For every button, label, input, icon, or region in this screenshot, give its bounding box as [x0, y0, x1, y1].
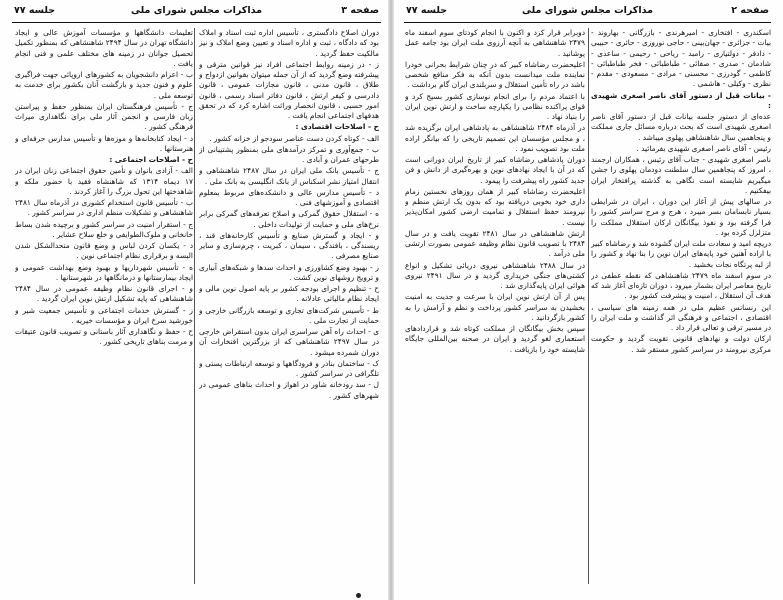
- paragraph: در آذرماه ۲۴۸۴ شاهنشاهی به پادشاهی ایران برگزیده شد ، و مجلس مؤسسان این تصمیم تاریخی را که بیانگر اراده ملت بود تصویب نمود .: [405, 123, 585, 153]
- header-rule: [12, 22, 381, 23]
- left-page-header: [14, 5, 379, 21]
- paragraph: و - ایجاد و گسترش صنایع و تأسیس کارخانه‌های قند ، ریسندگی ، بافندگی ، سیمان ، کبریت ، چرم‌سازی و سایر صنایع مصرفی .: [199, 230, 379, 261]
- paragraph: د - ایجاد کتابخانه‌ها و موزه‌ها و تأسیس مدارس حرفه‌ای و هنرستانها .: [15, 133, 193, 153]
- paragraph: رئیس - آقای ناصر اصغری شهیدی بفرمائید .: [636, 143, 771, 153]
- paragraph: تعلیمات دانشگاهها و مؤسسات آموزش عالی و ایجاد دانشگاه تهران در سال ۲۴۹۴ شاهنشاهی که بمنظور تکمیل تحصیل جوانان در زمینه های مختلف علمی و فنی انجام یافت .: [15, 28, 193, 68]
- paragraph: الف - کوتاه کردن دست عناصر سودجو از خزانه کشور .: [209, 133, 379, 143]
- paragraph: ل - سد رودخانه شاور در اهواز و احداث بناهای عمومی در شهرهای کشور .: [199, 380, 379, 400]
- paragraph: ارکان دولت و نهادهای قانونی تقویت گردید و حکومت مرکزی نیرومند در سراسر کشور مستقر شد .: [591, 334, 771, 354]
- paragraph: سپس بخش بیگانگان از مملکت کوتاه شد و قراردادهای استعماری لغو گردید و ایران در صحنه بین‌المللی جایگاه شایسته خود را بازیافت .: [405, 324, 585, 354]
- paragraph: ب - تأسیس قانون استخدام کشوری در آذرماه سال ۲۴۸۱ شاهنشاهی و تشکیلات منظم اداری در سراسر کشور .: [15, 198, 193, 218]
- paragraph: اعلیحضرت رضاشاه کبیر که در چنان شرایط بحرانی خودرا نماینده ملت میدانست بدون آنکه به فکر منافع شخصی باشد در راه تأمین استقلال و سربلندی ایران گام برداشت .: [405, 59, 585, 90]
- session-label: جلسه ۷۷: [14, 5, 56, 16]
- paragraph: پس از آن ارتش نوین ایران با سرعت و جدیت به امنیت بخشیدن به سراسر کشور پرداخت و نظم و آرامش را به کشور بازگردانید .: [405, 292, 585, 322]
- paragraph: - بیانات قبل از دستور آقای ناصر اصغری شهیدی :: [591, 90, 771, 110]
- paragraph: در سوم اسفند ماه ۲۴۷۹ شاهنشاهی که نقطه عطفی در تاریخ معاصر ایران بشمار میرود ، دوران تازه‌ای آغاز شد که هدف آن استقلال ، امنیت و پیشرفت کشور بود .: [591, 270, 771, 301]
- paragraph: در سالهای پیش از آغاز این دوران ، ایران در شرایطی بسیار نابسامان بسر میبرد ، هرج و مرج سراسر کشور را فرا گرفته بود و نفوذ بیگانگان ارکان استقلال مملکت را متزلزل کرده بود .: [591, 197, 771, 237]
- paragraph: اسکندری - افتخاری - امیرهرندی - بازرگانی - بهاروند - بیات - جزائری - جهان‌بینی - حاجی نوروزی - حائری - حبیبی - دادفر - دولتیاری - رامبد - ریاحی - رحیمی - ساعدی - شادمان - صدری - صفائی - طباطبائی - فخر طباطبائی - کاظمی - گودرزی - محسنی - مرادی - مسعودی - مقدم - نظری - وکیلی - هاشمی .: [591, 28, 771, 89]
- paragraph: ز - بهبود وضع کشاورزی و احداث سدها و شبکه‌های آبیاری و ترویج روشهای نوین کشت .: [199, 262, 379, 282]
- column-divider: [588, 28, 589, 584]
- header-rule: [404, 22, 771, 23]
- text-column-left: [405, 28, 585, 586]
- paragraph: د - یکسان کردن لباس و وضع قانون متحدالشکل شدن البسه و برقراری نظام اجتماعی نوین .: [15, 241, 193, 261]
- paragraph: ز - در زمینه روابط اجتماعی افراد نیز قوانین مترقی و پیشرفته وضع گردید که از آن جمله میتوان بقوانین ازدواج و طلاق ، قانون مدنی ، قانون مجازات عمومی ، قانون دادرسی و کیفر ارتش ، قانون دفاتر اسناد رسمی ، قانون امور حسبی ، قانون انحصار وراثت اشاره کرد که در تحقق هدفهای اجتماعی انجام یافت .: [199, 59, 379, 120]
- paragraph: این رنسانس عظیم ملی در همه زمینه های سیاسی ، اقتصادی ، اجتماعی و فرهنگی اثر گذاشت و ملت ایران را در مسیر ترقی و تعالی قرار داد .: [591, 302, 771, 332]
- paragraph: عده‌ای از دستور جلسه بیانات قبل از دستور آقای ناصر اصغری شهیدی است که بحث درباره مسائل جاری مملکت و پنجاهمین سال شاهنشاهی پهلوی میباشد .: [591, 112, 771, 142]
- paragraph: الف - آزادی بانوان و تأمین حقوق اجتماعی زنان ایران در ۱۷ دیماه ۱۳۱۴ که شاهنشاه فقید با حضور ملکه و شاهدختها این تحول بزرگ را آغاز کردند .: [15, 166, 193, 196]
- paragraph: دریچه امید و سعادت ملت ایران گشوده شد و رضاشاه کبیر با اراده آهنین خود پایه‌های ایران نوین را بنا نهاد و کشور را از لبه پرتگاه نجات بخشید .: [591, 239, 771, 269]
- paragraph: ح - تنظیم و اجرای بودجه کشور بر پایه اصول نوین مالی و ایجاد نظام مالیاتی عادلانه .: [199, 284, 379, 304]
- paragraph: اعلیحضرت رضاشاه کبیر از همان روزهای نخستین زمام داری خود بخوبی دریافته بود که بدون یک ارتش منظم و نیرومند حفظ استقلال و تمامیت ارضی کشور امکان‌پذیر نیست .: [405, 186, 585, 227]
- text-column-right: [199, 28, 379, 586]
- paragraph: د - تأسیس مدارس عالی و دانشکده‌های مربوط بمعلوم اقتصادی و آموزشهای فنی .: [199, 187, 379, 207]
- paragraph: دوبرابر قرار کرد و اکنون با انجام کودتای سوم اسفند ماه ۲۴۷۹ شاهنشاهی به آنچه آرزوی ملت ایران بود جامه عمل پوشانید .: [405, 28, 585, 58]
- paragraph: ح - اصلاحات اقتصادی :: [295, 122, 379, 132]
- text-column-right: [591, 28, 771, 586]
- right-page-header: [406, 5, 769, 21]
- paragraph: ج - تأسیس فرهنگستان ایران بمنظور حفظ و پیراستن زبان فارسی و انجمن آثار ملی برای نگاهداری میراث فرهنگی کشور .: [15, 101, 193, 132]
- paragraph: با اعتماد مردم را برای انجام نوسازی کشور بسیج کرد و قوای پراکنده نظامی را یکپارچه ساخت و ارتش نوین ایران را بنیاد نهاد .: [405, 91, 585, 121]
- paragraph: و - اجرای قانون نظام وظیفه عمومی در سال ۲۴۸۴ شاهنشاهی که پایه تشکیل ارتش نوین ایران گردید .: [15, 284, 193, 304]
- paragraph: ناصر اصغری شهیدی - جناب آقای رئیس ، همکاران ارجمند ، امروز که پنجاهمین سال سلطنت دودمان پهلوی را جشن میگیریم شایسته است نگاهی به گذشته پرافتخار ایران بیفکنیم .: [591, 155, 771, 195]
- paragraph: ه - استقلال حقوق گمرکی و اصلاح تعرفه‌های گمرکی برابر نرخ‌های ملی و حمایت از تولیدات داخلی .: [199, 209, 379, 229]
- paragraph: ه - تأسیس شهرداریها و بهبود وضع بهداشت عمومی و ایجاد بیمارستانها و درمانگاهها در شهرستانها .: [15, 262, 193, 282]
- paragraph: ک - ساختمان بنادر و فرودگاهها و توسعه ارتباطات پستی و تلگرافی در سراسر کشور .: [199, 358, 379, 378]
- paragraph: ب - اعزام دانشجویان به کشورهای اروپائی جهت فراگیری علوم و فنون جدید و بازگشت آنان بکشور برای خدمت به توسعه ملی .: [15, 70, 193, 100]
- running-title: مذاکرات مجلس شورای ملی: [522, 5, 653, 16]
- paragraph: در سال ۲۴۸۸ شاهنشاهی نیروی دریائی تشکیل و انواع کشتی‌های جنگی خریداری گردید و در سال ۲۴۹۱ نیروی هوائی ایران پایه‌گذاری شد .: [405, 260, 585, 290]
- paragraph: ط - تأسیس شرکت‌های تجاری و توسعه بازرگانی خارجی و حمایت از تجارت ملی .: [199, 305, 379, 325]
- page-number-label: صفحه ۳: [341, 5, 379, 16]
- paragraph: ی - احداث راه آهن سراسری ایران بدون استقراض خارجی در سال ۲۴۹۷ شاهنشاهی که از بزرگترین افتخارات آن دوران شمرده میشود .: [199, 327, 379, 357]
- running-title: مذاکرات مجلس شورای ملی: [131, 5, 262, 16]
- page-number-label: صفحه ۲: [731, 5, 769, 16]
- paragraph: دوران پادشاهی رضاشاه کبیر از تاریخ ایران دورانی است که در آن با ایجاد نهادهای نوین و بهره‌گیری از دانش و فن جدید کشور راه پیشرفت را پیمود .: [405, 155, 585, 185]
- paragraph: ب - جمع‌آوری و تمرکز درآمدهای ملی بمنظور پشتیبانی از طرحهای عمران و آبادی .: [199, 144, 379, 164]
- right-page: [392, 0, 783, 600]
- column-divider: [194, 28, 195, 584]
- paragraph: ج - تأسیس بانک ملی ایران در سال ۲۴۸۷ شاهنشاهی و انتقال امتیاز نشر اسکناس از بانک انگلیسی به بانک ملی .: [199, 166, 379, 186]
- page-mark-dot: [356, 593, 361, 598]
- paragraph: ح - حفظ و نگاهداری آثار باستانی و تصویب قانون عتیقات و مرمت بناهای تاریخی کشور .: [15, 327, 193, 347]
- paragraph: ز - گسترش خدمات اجتماعی و تأسیس جمعیت شیر و خورشید سرخ ایران و مؤسسات خیریه .: [15, 305, 193, 325]
- paragraph: ح - اصلاحات اجتماعی :: [109, 155, 193, 164]
- paragraph: ج - استقرار امنیت در سراسر کشور و برچیده شدن بساط خانخانی و ملوک‌الطوایفی و خلع سلاح عشایر .: [15, 219, 193, 239]
- text-column-left: [15, 28, 193, 586]
- paragraph: ارتش شاهنشاهی در سال ۲۴۸۱ تقویت یافت و در سال ۲۴۸۴ با تصویب قانون نظام وظیفه عمومی بصورت ارتشی ملی درآمد .: [405, 228, 585, 259]
- session-label: جلسه ۷۷: [406, 5, 448, 16]
- paragraph: دوران اصلاح دادگستری ، تأسیس اداره ثبت اسناد و املاک بود که دادگاه ، ثبت و اداره اسناد و تعیین وضع املاک و نیز مالکیت حفظ گردید .: [199, 28, 379, 58]
- left-page: [0, 0, 391, 600]
